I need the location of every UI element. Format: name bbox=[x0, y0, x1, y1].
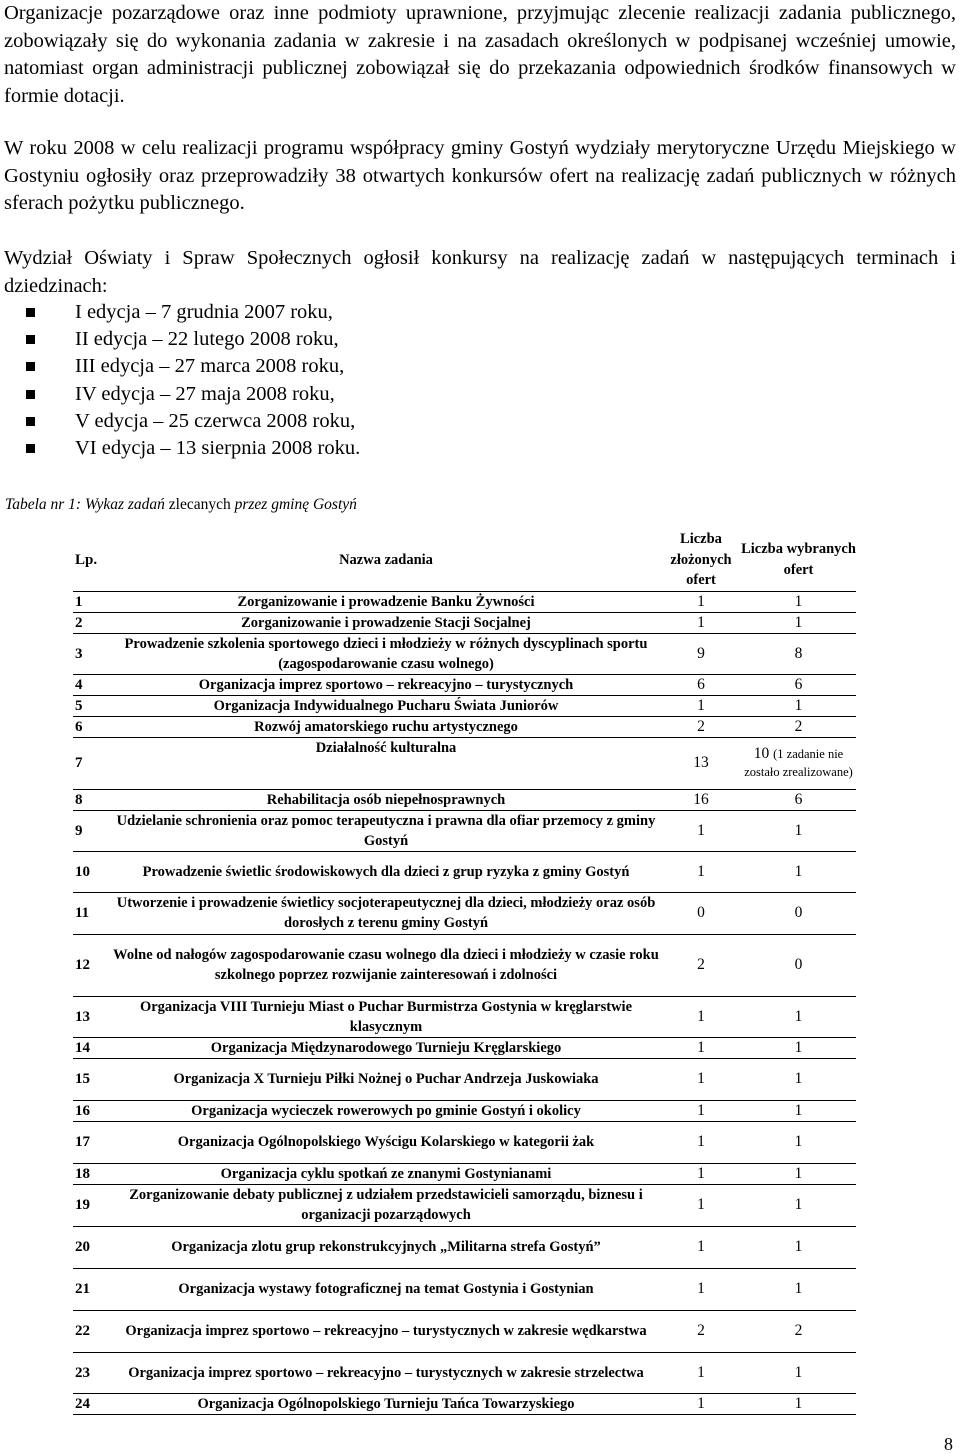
cell-lp: 1 bbox=[73, 591, 111, 612]
cell-selected: 1 bbox=[741, 1121, 856, 1163]
list-item bbox=[26, 326, 360, 353]
cell-selected: 1 bbox=[741, 1058, 856, 1100]
table-row bbox=[73, 1352, 856, 1393]
table-row bbox=[73, 810, 856, 851]
cell-lp: 22 bbox=[73, 1310, 111, 1352]
table-row bbox=[73, 1100, 856, 1121]
cell-lp: 4 bbox=[73, 674, 111, 695]
cell-lp: 3 bbox=[73, 633, 111, 674]
cell-selected: 1 bbox=[741, 695, 856, 716]
cell-selected: 1 bbox=[741, 1037, 856, 1058]
table-row bbox=[73, 1058, 856, 1100]
cell-task-name: Wolne od nałogów zagospodarowanie czasu wolnego dla dzieci i młodzieży w czasie roku szkolnego poprzez rozwijanie zainteresowań i zdolności bbox=[111, 934, 661, 996]
cell-lp: 13 bbox=[73, 996, 111, 1037]
cell-selected: 6 bbox=[741, 789, 856, 810]
cell-selected: 1 bbox=[741, 996, 856, 1037]
cell-task-name: Organizacja X Turnieju Piłki Nożnej o Puchar Andrzeja Juskowiaka bbox=[111, 1058, 661, 1100]
cell-submitted: 6 bbox=[661, 674, 741, 695]
cell-task-name: Organizacja Ogólnopolskiego Turnieju Tańca Towarzyskiego bbox=[111, 1393, 661, 1414]
table-row bbox=[73, 737, 856, 789]
table-row bbox=[73, 612, 856, 633]
cell-task-name: Organizacja Ogólnopolskiego Wyścigu Kolarskiego w kategorii żak bbox=[111, 1121, 661, 1163]
cell-task-name: Prowadzenie szkolenia sportowego dzieci i młodzieży w różnych dyscyplinach sportu (zagospodarowanie czasu wolnego) bbox=[111, 633, 661, 674]
cell-submitted: 9 bbox=[661, 633, 741, 674]
cell-lp: 9 bbox=[73, 810, 111, 851]
cell-task-name: Prowadzenie świetlic środowiskowych dla dzieci z grup ryzyka z gminy Gostyń bbox=[111, 851, 661, 892]
cell-submitted: 1 bbox=[661, 1037, 741, 1058]
paragraph-intro: Organizacje pozarządowe oraz inne podmioty uprawnione, przyjmując zlecenie realizacji zadania publicznego, zobowiązały się do wykonania zadania w zakresie i na zasadach określonych w podpisanej wcześniej umowie, natomiast organ administracji publicznej zobowiązał się do przekazania odpowiednich środków finansowych w formie dotacji. bbox=[4, 2, 956, 107]
cell-lp: 18 bbox=[73, 1163, 111, 1184]
cell-submitted: 2 bbox=[661, 934, 741, 996]
list-item bbox=[26, 353, 360, 380]
cell-submitted: 1 bbox=[661, 851, 741, 892]
cell-task-name: Organizacja VIII Turnieju Miast o Puchar Burmistrza Gostynia w kręglarstwie klasycznym bbox=[111, 996, 661, 1037]
cell-selected: 1 bbox=[741, 851, 856, 892]
cell-task-name: Organizacja Międzynarodowego Turnieju Kręglarskiego bbox=[111, 1037, 661, 1058]
cell-task-name: Rehabilitacja osób niepełnosprawnych bbox=[111, 789, 661, 810]
cell-lp: 23 bbox=[73, 1352, 111, 1393]
cell-task-name: Organizacja wystawy fotograficznej na temat Gostynia i Gostynian bbox=[111, 1268, 661, 1310]
cell-submitted: 1 bbox=[661, 1184, 741, 1226]
edition-text: V edycja – 25 czerwca 2008 roku, bbox=[75, 409, 356, 432]
cell-submitted: 1 bbox=[661, 1121, 741, 1163]
cell-selected: 0 bbox=[741, 892, 856, 934]
cell-task-name: Organizacja wycieczek rowerowych po gminie Gostyń i okolicy bbox=[111, 1100, 661, 1121]
cell-selected: 2 bbox=[741, 1310, 856, 1352]
square-bullet-icon bbox=[26, 417, 35, 426]
cell-submitted: 1 bbox=[661, 1393, 741, 1414]
page-number: 8 bbox=[944, 1434, 953, 1454]
cell-submitted: 13 bbox=[661, 737, 741, 789]
square-bullet-icon bbox=[26, 308, 35, 317]
paragraph-competitions: W roku 2008 w celu realizacji programu współpracy gminy Gostyń wydziały merytoryczne Urzędu Miejskiego w Gostyniu ogłosiły oraz przeprowadziły 38 otwartych konkursów ofert na realizację zadań publicznych w różnych sferach pożytku publicznego. bbox=[4, 137, 956, 214]
cell-submitted: 1 bbox=[661, 810, 741, 851]
caption-text: Tabela nr 1: Wykaz zadań bbox=[5, 496, 169, 513]
edition-text: I edycja – 7 grudnia 2007 roku, bbox=[75, 301, 333, 323]
square-bullet-icon bbox=[26, 362, 35, 371]
table-row bbox=[73, 1393, 856, 1414]
cell-selected bbox=[741, 737, 856, 789]
selected-note: (1 zadanie nie zostało zrealizowane) bbox=[744, 747, 853, 779]
cell-lp: 24 bbox=[73, 1393, 111, 1414]
table-row bbox=[73, 1163, 856, 1184]
cell-selected: 1 bbox=[741, 612, 856, 633]
table-row bbox=[73, 633, 856, 674]
cell-task-name: Organizacja imprez sportowo – rekreacyjno – turystycznych w zakresie strzelectwa bbox=[111, 1352, 661, 1393]
cell-submitted: 1 bbox=[661, 1226, 741, 1268]
cell-selected: 1 bbox=[741, 1393, 856, 1414]
table-row bbox=[73, 934, 856, 996]
cell-submitted: 1 bbox=[661, 612, 741, 633]
cell-selected: 1 bbox=[741, 1352, 856, 1393]
square-bullet-icon bbox=[26, 444, 35, 453]
table-row bbox=[73, 674, 856, 695]
cell-lp: 5 bbox=[73, 695, 111, 716]
table-row bbox=[73, 789, 856, 810]
cell-task-name: Rozwój amatorskiego ruchu artystycznego bbox=[111, 716, 661, 737]
selected-value: 10 bbox=[753, 745, 770, 762]
cell-task-name: Utworzenie i prowadzenie świetlicy socjoterapeutycznej dla dzieci, młodzieży oraz osób dorosłych z terenu gminy Gostyń bbox=[111, 892, 661, 934]
table-row bbox=[73, 1310, 856, 1352]
cell-selected: 8 bbox=[741, 633, 856, 674]
cell-selected: 1 bbox=[741, 1163, 856, 1184]
edition-text: IV edycja – 27 maja 2008 roku, bbox=[75, 382, 335, 405]
list-item bbox=[26, 408, 360, 435]
cell-submitted: 1 bbox=[661, 1268, 741, 1310]
header-lp: Lp. bbox=[73, 529, 111, 591]
cell-task-name: Organizacja cyklu spotkań ze znanymi Gostynianami bbox=[111, 1163, 661, 1184]
cell-selected: 1 bbox=[741, 591, 856, 612]
cell-lp: 20 bbox=[73, 1226, 111, 1268]
cell-task-name: Organizacja imprez sportowo – rekreacyjno – turystycznych w zakresie wędkarstwa bbox=[111, 1310, 661, 1352]
cell-lp: 19 bbox=[73, 1184, 111, 1226]
cell-lp: 17 bbox=[73, 1121, 111, 1163]
cell-task-name: Zorganizowanie i prowadzenie Stacji Socjalnej bbox=[111, 612, 661, 633]
cell-selected: 1 bbox=[741, 810, 856, 851]
cell-lp: 15 bbox=[73, 1058, 111, 1100]
cell-submitted: 1 bbox=[661, 695, 741, 716]
cell-lp: 2 bbox=[73, 612, 111, 633]
cell-task-name: Działalność kulturalna bbox=[111, 737, 661, 789]
edition-text: VI edycja – 13 sierpnia 2008 roku. bbox=[75, 436, 361, 459]
cell-submitted: 1 bbox=[661, 1100, 741, 1121]
table-caption bbox=[5, 496, 357, 514]
cell-task-name: Zorganizowanie i prowadzenie Banku Żywności bbox=[111, 591, 661, 612]
table-row bbox=[73, 851, 856, 892]
cell-selected: 1 bbox=[741, 1100, 856, 1121]
table-row bbox=[73, 716, 856, 737]
cell-lp: 14 bbox=[73, 1037, 111, 1058]
cell-task-name: Zorganizowanie debaty publicznej z udziałem przedstawicieli samorządu, biznesu i organizacji pozarządowych bbox=[111, 1184, 661, 1226]
table-row bbox=[73, 695, 856, 716]
list-item bbox=[26, 381, 360, 408]
cell-submitted: 16 bbox=[661, 789, 741, 810]
table-header-row bbox=[73, 529, 856, 591]
cell-submitted: 1 bbox=[661, 1163, 741, 1184]
editions-list bbox=[26, 299, 360, 462]
cell-task-name: Organizacja Indywidualnego Pucharu Świata Juniorów bbox=[111, 695, 661, 716]
table-row bbox=[73, 996, 856, 1037]
square-bullet-icon bbox=[26, 390, 35, 399]
cell-selected: 1 bbox=[741, 1184, 856, 1226]
cell-submitted: 1 bbox=[661, 996, 741, 1037]
table-row bbox=[73, 1226, 856, 1268]
square-bullet-icon bbox=[26, 335, 35, 344]
cell-submitted: 2 bbox=[661, 716, 741, 737]
cell-selected: 0 bbox=[741, 934, 856, 996]
cell-lp: 11 bbox=[73, 892, 111, 934]
list-item bbox=[26, 299, 360, 326]
cell-task-name: Organizacja imprez sportowo – rekreacyjno – turystycznych bbox=[111, 674, 661, 695]
cell-task-name: Udzielanie schronienia oraz pomoc terapeutyczna i prawna dla ofiar przemocy z gminy Gostyń bbox=[111, 810, 661, 851]
cell-lp: 10 bbox=[73, 851, 111, 892]
table-row bbox=[73, 1121, 856, 1163]
cell-submitted: 2 bbox=[661, 1310, 741, 1352]
edition-text: II edycja – 22 lutego 2008 roku, bbox=[75, 328, 339, 351]
table-row bbox=[73, 1184, 856, 1226]
caption-text: przez gminę Gostyń bbox=[230, 496, 357, 513]
cell-selected: 1 bbox=[741, 1268, 856, 1310]
cell-selected: 6 bbox=[741, 674, 856, 695]
table-row bbox=[73, 1037, 856, 1058]
cell-submitted: 1 bbox=[661, 1058, 741, 1100]
table-row bbox=[73, 1268, 856, 1310]
header-submitted: Liczba złożonych ofert bbox=[661, 529, 741, 591]
table-row bbox=[73, 591, 856, 612]
cell-submitted: 1 bbox=[661, 1352, 741, 1393]
cell-lp: 6 bbox=[73, 716, 111, 737]
edition-text: III edycja – 27 marca 2008 roku, bbox=[75, 355, 345, 378]
cell-submitted: 0 bbox=[661, 892, 741, 934]
header-name: Nazwa zadania bbox=[111, 529, 661, 591]
tasks-table bbox=[73, 529, 856, 1415]
cell-lp: 7 bbox=[73, 737, 111, 789]
table-row bbox=[73, 892, 856, 934]
header-selected: Liczba wybranych ofert bbox=[741, 529, 856, 591]
cell-lp: 12 bbox=[73, 934, 111, 996]
cell-selected: 2 bbox=[741, 716, 856, 737]
cell-lp: 16 bbox=[73, 1100, 111, 1121]
cell-task-name: Organizacja zlotu grup rekonstrukcyjnych „Militarna strefa Gostyń” bbox=[111, 1226, 661, 1268]
paragraph-department: Wydział Oświaty i Spraw Społecznych ogłosił konkursy na realizację zadań w następujących terminach i dziedzinach: bbox=[4, 247, 956, 297]
cell-selected: 1 bbox=[741, 1226, 856, 1268]
cell-lp: 21 bbox=[73, 1268, 111, 1310]
list-item bbox=[26, 435, 360, 462]
tasks-table-body bbox=[73, 591, 856, 1414]
caption-text: zlecanych bbox=[168, 496, 231, 513]
cell-lp: 8 bbox=[73, 789, 111, 810]
cell-submitted: 1 bbox=[661, 591, 741, 612]
